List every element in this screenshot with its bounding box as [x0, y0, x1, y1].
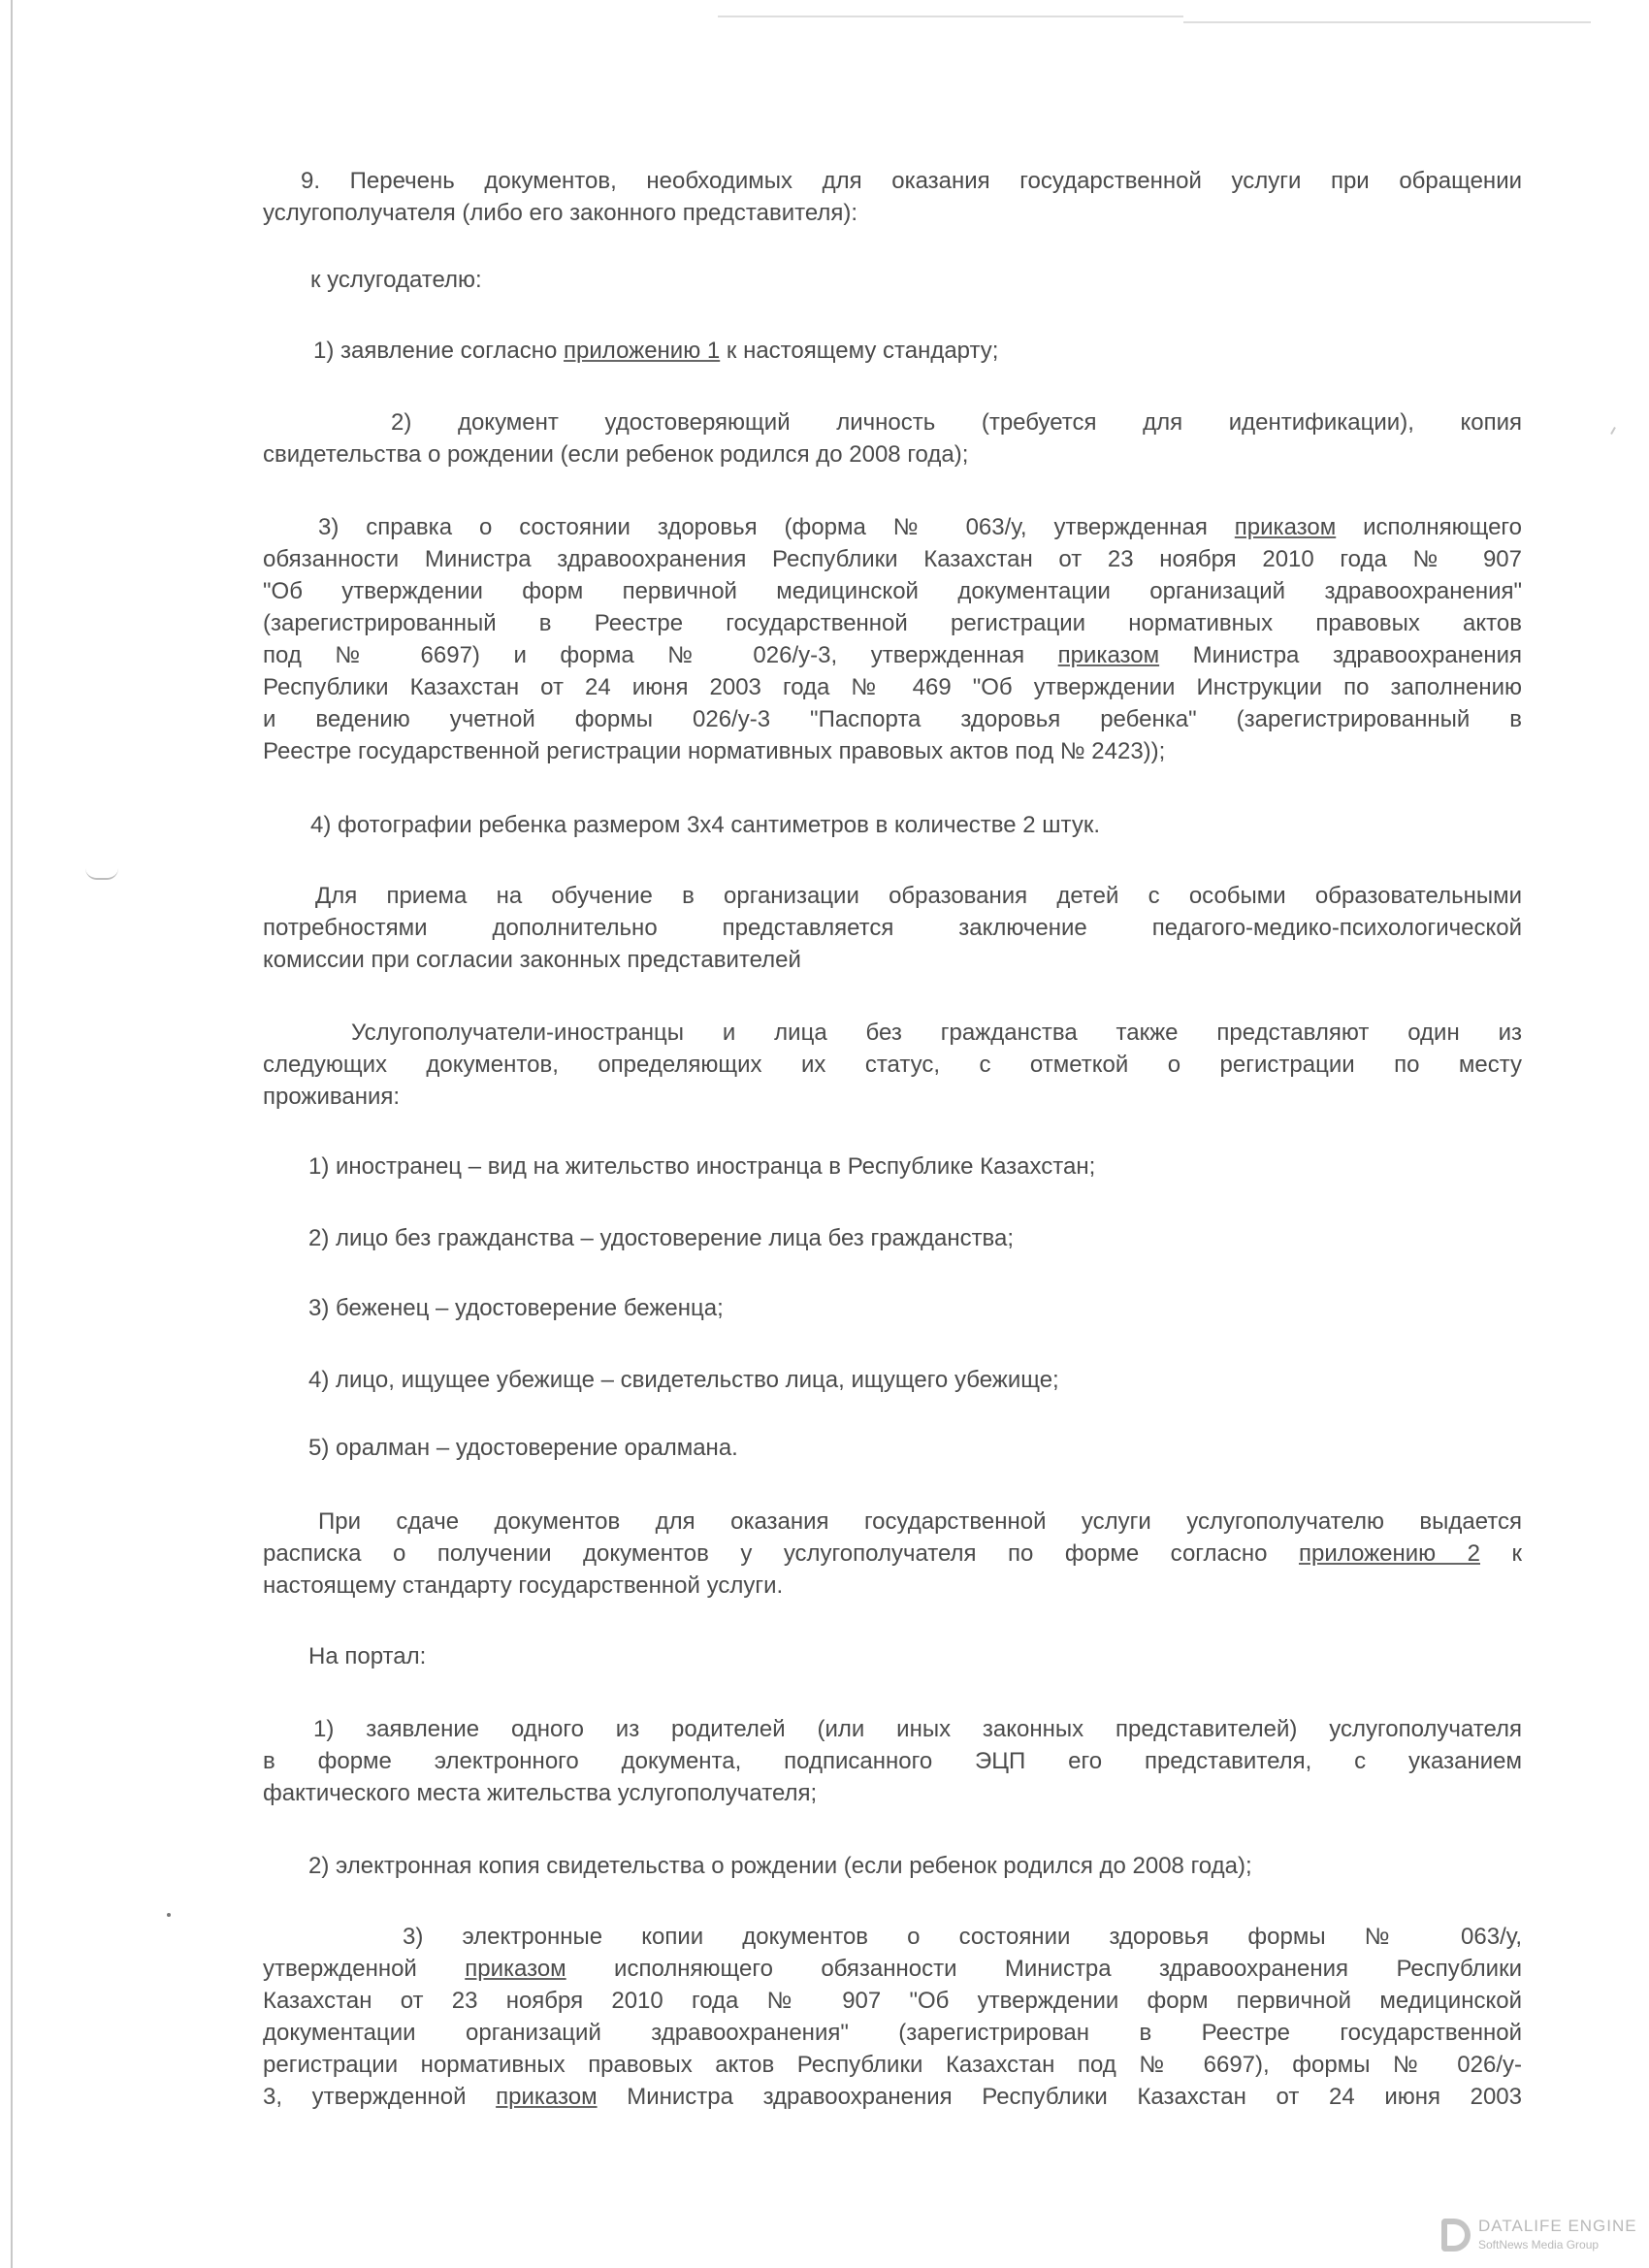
- order-link[interactable]: приказом: [1234, 514, 1337, 540]
- portal-item-3-line6: 3, утвержденной приказом Министра здравоохранения Республики Казахстан от 24 июня 2003: [263, 2084, 1522, 2110]
- appendix-2-link[interactable]: приложению 2: [1298, 1540, 1480, 1567]
- portal-item-3-line2: утвержденной приказом исполняющего обязанности Министра здравоохранения Республики: [263, 1956, 1522, 1982]
- portal-item-1-line2: в форме электронного документа, подписанного ЭЦП его представителя, с указанием: [263, 1748, 1522, 1774]
- provider-item-3-line1: 3) справка о состоянии здоровья (форма № 063/у, утвержденная приказом исполняющего: [318, 514, 1522, 540]
- scan-mark: [1610, 427, 1616, 435]
- special-needs-line1: Для приема на обучение в организации образования детей с особыми образовательными: [315, 883, 1522, 909]
- portal-item-3-line4: документации организаций здравоохранения" (зарегистрирован в Реестре государственной: [263, 2020, 1522, 2046]
- item9-line1: 9. Перечень документов, необходимых для оказания государственной услуги при обращении: [301, 168, 1522, 194]
- portal-heading: На портал:: [308, 1643, 427, 1669]
- provider-item-3-line7: и ведению учетной формы 026/у-3 "Паспорта здоровья ребенка" (зарегистрированный в: [263, 706, 1522, 732]
- datalife-logo-icon: [1441, 2219, 1471, 2252]
- provider-item-3-line6: Республики Казахстан от 24 июня 2003 года № 469 "Об утверждении Инструкции по заполнению: [263, 674, 1522, 700]
- foreigners-line3: проживания:: [263, 1084, 401, 1110]
- status-list-item: 1) иностранец – вид на жительство иностранца в Республике Казахстан;: [308, 1153, 1096, 1180]
- order-link[interactable]: приказом: [465, 1956, 566, 1982]
- portal-item-1-line3: фактического места жительства услугополучателя;: [263, 1780, 818, 1806]
- provider-item-2-line1: 2) документ удостоверяющий личность (требуется для идентификации), копия: [391, 409, 1522, 436]
- status-list-item: 4) лицо, ищущее убежище – свидетельство лица, ищущего убежище;: [308, 1367, 1059, 1393]
- appendix-1-link[interactable]: приложению 1: [564, 338, 721, 364]
- provider-item-3-line8: Реестре государственной регистрации нормативных правовых актов под № 2423));: [263, 738, 1166, 764]
- status-list-item: 5) оралман – удостоверение оралмана.: [308, 1435, 738, 1461]
- portal-item-2: 2) электронная копия свидетельства о рождении (если ребенок родился до 2008 года);: [308, 1853, 1252, 1879]
- status-list-item: 2) лицо без гражданства – удостоверение лица без гражданства;: [308, 1225, 1015, 1251]
- receipt-line3: настоящему стандарту государственной услуги.: [263, 1572, 784, 1599]
- provider-item-3-line2: обязанности Министра здравоохранения Республики Казахстан от 23 ноября 2010 года № 907: [263, 546, 1522, 572]
- provider-item-2-line2: свидетельства о рождении (если ребенок родился до 2008 года);: [263, 441, 969, 468]
- status-list-item: 3) беженец – удостоверение беженца;: [308, 1295, 724, 1321]
- provider-item-1: 1) заявление согласно приложению 1 к настоящему стандарту;: [313, 338, 999, 364]
- scan-left-edge: [11, 0, 13, 2268]
- watermark-title: DATALIFE ENGINE: [1478, 2217, 1637, 2235]
- provider-item-4: 4) фотографии ребенка размером 3х4 сантиметров в количестве 2 штук.: [310, 812, 1100, 838]
- foreigners-line1: Услугополучатели-иностранцы и лица без гражданства также представляют один из: [351, 1020, 1522, 1046]
- special-needs-line3: комиссии при согласии законных представителей: [263, 947, 801, 973]
- order-link[interactable]: приказом: [496, 2084, 598, 2110]
- order-link[interactable]: приказом: [1057, 642, 1160, 668]
- scan-mark: [85, 868, 118, 880]
- receipt-line2: расписка о получении документов у услугополучателя по форме согласно приложению 2 к: [263, 1540, 1522, 1567]
- provider-item-3-line5: под № 6697) и форма № 026/у-3, утвержденная приказом Министра здравоохранения: [263, 642, 1522, 668]
- portal-item-3-line5: регистрации нормативных правовых актов Республики Казахстан под № 6697), формы № 026/у-: [263, 2052, 1522, 2078]
- item9-line2: услугополучателя (либо его законного представителя):: [263, 200, 858, 226]
- watermark: [1439, 2215, 1643, 2257]
- to-provider-heading: к услугодателю:: [310, 267, 482, 293]
- special-needs-line2: потребностями дополнительно представляется заключение педагого-медико-психологической: [263, 915, 1522, 941]
- receipt-line1: При сдаче документов для оказания государственной услуги услугополучателю выдается: [318, 1508, 1522, 1535]
- foreigners-line2: следующих документов, определяющих их статус, с отметкой о регистрации по месту: [263, 1052, 1522, 1078]
- portal-item-1-line1: 1) заявление одного из родителей (или иных законных представителей) услугополучателя: [313, 1716, 1522, 1742]
- watermark-subtitle: SoftNews Media Group: [1478, 2238, 1600, 2252]
- provider-item-3-line3: "Об утверждении форм первичной медицинской документации организаций здравоохранения": [263, 578, 1522, 604]
- portal-item-3-line3: Казахстан от 23 ноября 2010 года № 907 "Об утверждении форм первичной медицинской: [263, 1988, 1522, 2014]
- scan-mark: [167, 1913, 171, 1917]
- scan-artifact-top: [1183, 21, 1591, 23]
- scan-artifact-top: [718, 16, 1183, 17]
- portal-item-3-line1: 3) электронные копии документов о состоянии здоровья формы № 063/у,: [403, 1924, 1522, 1950]
- provider-item-3-line4: (зарегистрированный в Реестре государственной регистрации нормативных правовых актов: [263, 610, 1522, 636]
